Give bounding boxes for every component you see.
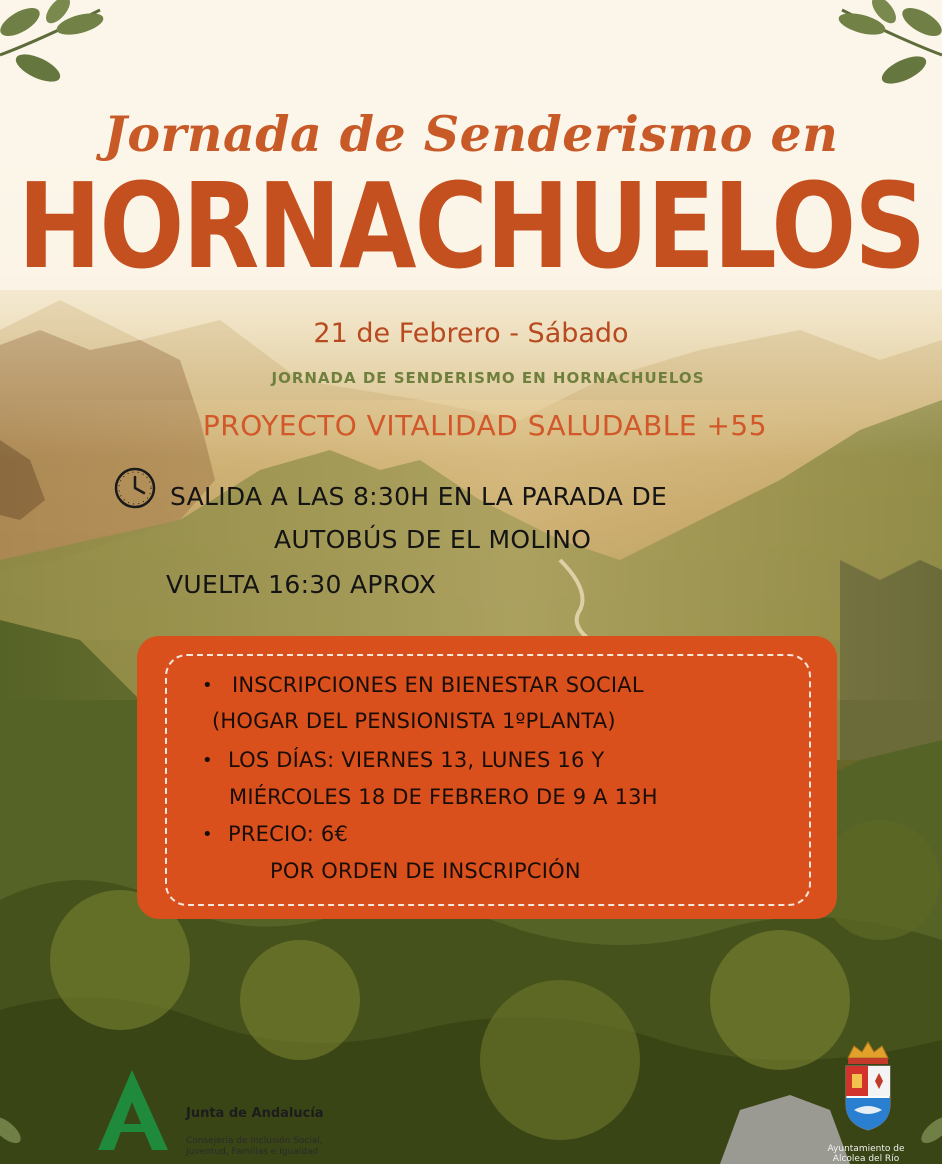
town-coat-of-arms-icon — [840, 1040, 896, 1132]
bullet-point: • — [202, 750, 213, 771]
event-date: 21 de Febrero - Sábado — [313, 318, 629, 349]
bullet-point: • — [202, 675, 213, 696]
clock-icon — [113, 466, 157, 510]
title-script: Jornada de Senderismo en — [103, 105, 839, 163]
olive-branch-icon — [0, 0, 110, 95]
info-line: (HOGAR DEL PENSIONISTA 1ºPLANTA) — [212, 709, 616, 733]
price-line: PRECIO: 6€ — [228, 822, 349, 846]
junta-name: Junta de Andalucía — [186, 1106, 324, 1121]
olive-branch-icon — [832, 0, 942, 95]
info-line: POR ORDEN DE INSCRIPCIÓN — [270, 859, 581, 883]
ayuntamiento-name: Ayuntamiento de Alcolea del Río — [827, 1144, 905, 1164]
olive-branch-icon — [912, 1100, 942, 1164]
info-line: INSCRIPCIONES EN BIENESTAR SOCIAL — [232, 673, 644, 697]
bullet-point: • — [202, 824, 213, 845]
departure-text: SALIDA A LAS 8:30H EN LA PARADA DE — [170, 482, 668, 511]
event-subtitle: JORNADA DE SENDERISMO EN HORNACHUELOS — [271, 369, 705, 387]
return-time: VUELTA 16:30 APROX — [166, 570, 437, 599]
junta-andalucia-logo-icon — [88, 1062, 178, 1154]
project-name: PROYECTO VITALIDAD SALUDABLE +55 — [202, 409, 768, 442]
junta-department: Consejería de Inclusión Social, Juventud, Familias e Igualdad — [186, 1136, 323, 1157]
page-title: HORNACHUELOS — [17, 157, 925, 296]
departure-location: AUTOBÚS DE EL MOLINO — [274, 525, 592, 554]
info-line: MIÉRCOLES 18 DE FEBRERO DE 9 A 13H — [229, 785, 658, 809]
olive-branch-icon — [0, 1100, 30, 1164]
info-line: LOS DÍAS: VIERNES 13, LUNES 16 Y — [228, 748, 605, 772]
